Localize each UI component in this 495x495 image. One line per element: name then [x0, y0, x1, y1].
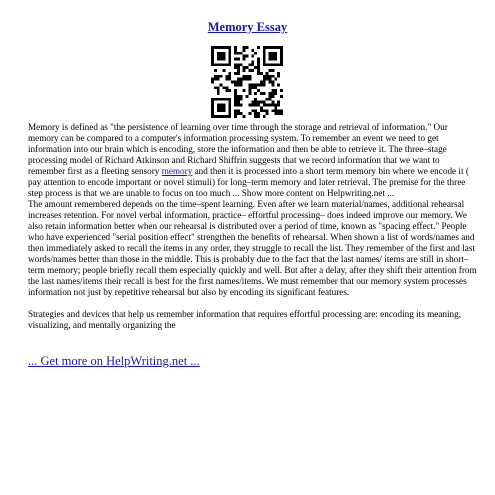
paragraph-1 — [28, 122, 479, 199]
page-title[interactable]: Memory Essay — [207, 20, 288, 34]
qr-code-icon — [211, 46, 283, 118]
get-more-link[interactable]: ... Get more on HelpWriting.net ... — [28, 354, 200, 368]
paragraph-3: Strategies and devices that help us remember information that requires effortful processing are: encoding its meaning, visualizing, and mentally organizing the — [28, 309, 462, 330]
paragraph-2: The amount remembered depends on the time–spent learning. Even after we learn material/names, additional rehearsal increases retention. For novel verbal information, practice– effortful processing– does indeed improve our memory. We also retain information better when our rehearsal is distributed over a period of time, known as "spacing effect." People who have experienced "serial position effect" strengthen the benefits of rehearsal. When shown a list of words/names and then immediately asked to recall the items in any order, they struggle to recall the list. They remember of the first and last words/names better than those in the middle. This is probably due to the fact that the last names/ items are still in short–term memory; people briefly recall them especially quickly and well. But after a delay, after they shift their attention from the last names/items their recall is best for the first names/items. We must remember that our memory system processes information not just by repetitive rehearsal but also by encoding its significant features. — [28, 199, 477, 297]
memory-link[interactable]: memory — [161, 166, 193, 176]
paragraph-1-text-a: Memory is defined as "the persistence of learning over time through the storage and retrieval of information." Our memory can be compared to a computer's information processing system. To remember an event we need to get information into our brain which is encoding, store the information and then be able to retrieve it. The three–stage processing model of Richard Atkinson and Richard Shiffrin suggests that we record information that we want to remember first as a fleeting sensory — [28, 122, 448, 176]
paragraph-1-text-b: and then it is processed into a short term memory bin where we encode it ( pay attention to encode important or novel stimuli) for long–term memory and later retrieval. The premise for the three step process is that we are unable to focus on too much ... Show more content on Helpwriting.net ... — [28, 166, 469, 198]
essay-body — [28, 122, 479, 331]
